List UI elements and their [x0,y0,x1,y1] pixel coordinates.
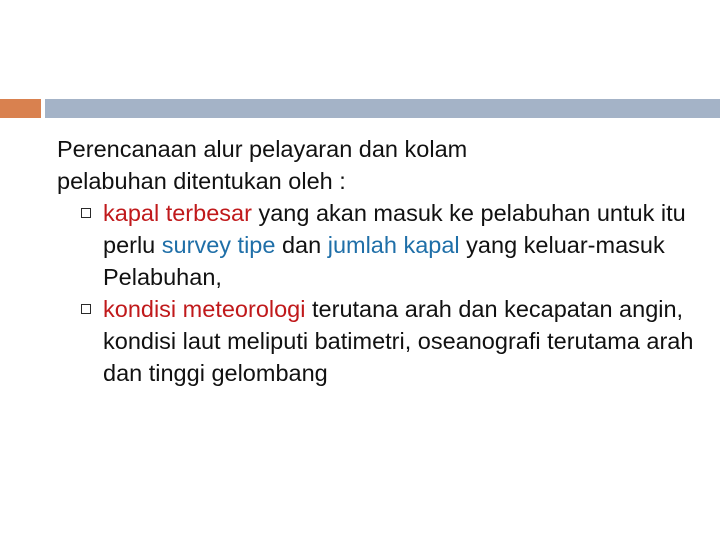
square-bullet-icon [81,208,91,218]
intro-paragraph [57,133,697,197]
intro-line-2: pelabuhan ditentukan oleh : [57,168,346,194]
slide-body [57,133,697,389]
bullet-item-kondisi [57,293,697,389]
header-accent-bar-orange [0,99,41,118]
bullet-list [57,197,697,389]
bullet-text: terutana arah dan kecapatan angin, kondisi laut meliputi batimetri, oseanografi terutama arah dan tinggi gelombang [103,296,694,386]
bullet-item-kapal [57,197,697,293]
highlight-kapal-terbesar: kapal terbesar [103,200,252,226]
header-accent-bar-blue [45,99,720,118]
bullet-text: yang akan masuk ke pelabuhan untuk itu perlu [103,200,686,258]
bullet-text: yang keluar-masuk Pelabuhan, [103,232,665,290]
highlight-jumlah-kapal: jumlah kapal [327,232,460,258]
intro-line-1: Perencanaan alur pelayaran dan kolam [57,136,468,162]
square-bullet-icon [81,304,91,314]
highlight-kondisi-meteorologi: kondisi meteorologi [103,296,306,322]
highlight-survey-tipe: survey tipe [161,232,276,258]
bullet-text: dan [275,232,328,258]
